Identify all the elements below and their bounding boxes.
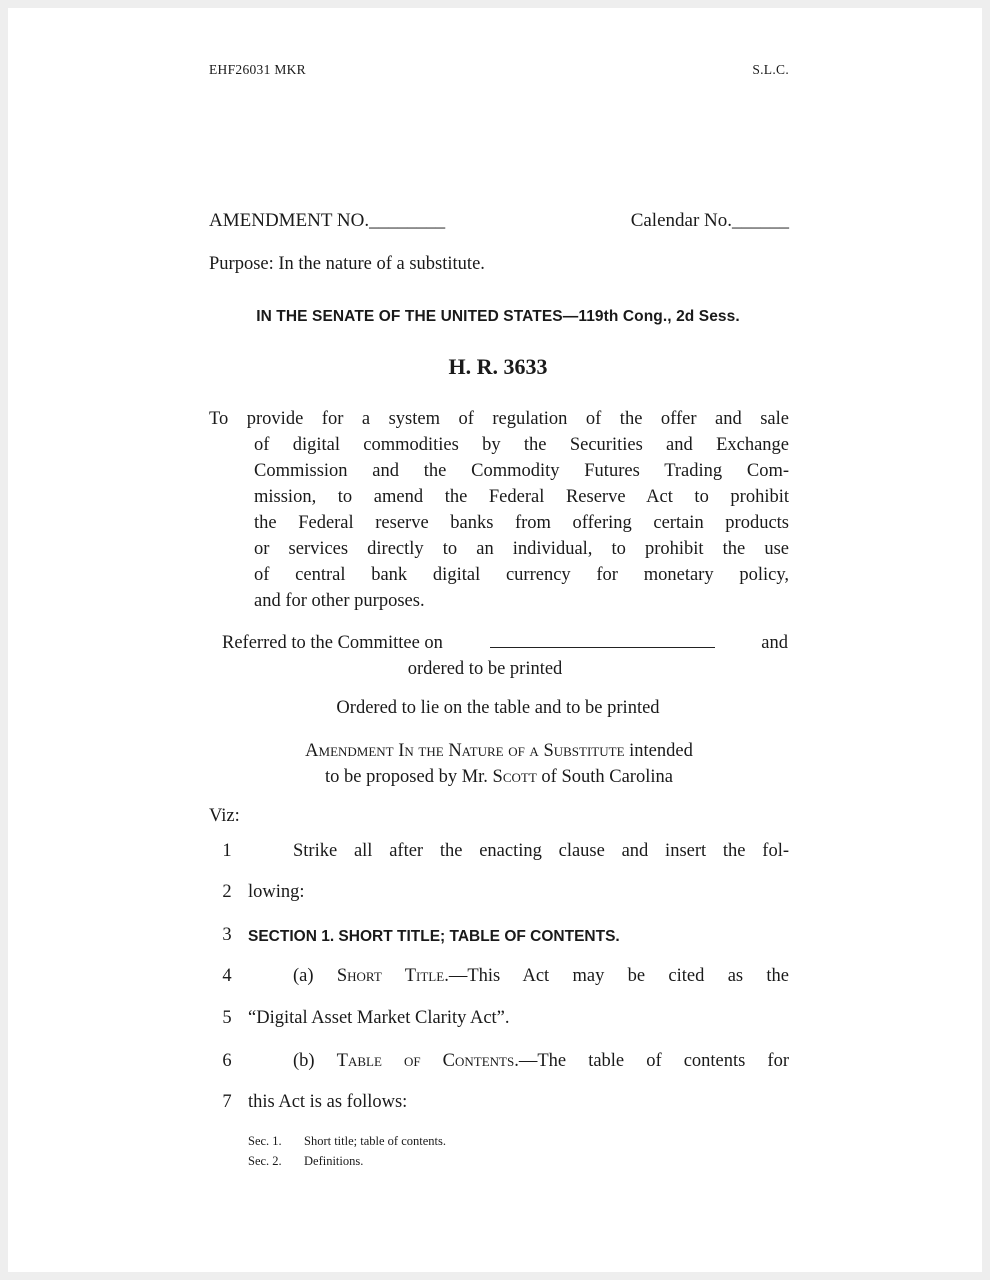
line-number: 7 — [222, 1092, 232, 1112]
line-number: 3 — [222, 925, 232, 945]
section-heading: SECTION 1. SHORT TITLE; TABLE OF CONTENTS. — [248, 928, 620, 945]
purpose-text: Purpose: In the nature of a substitute. — [209, 254, 485, 274]
toc-section-number: Sec. 2. — [248, 1154, 282, 1168]
amendment-intended: intended — [629, 741, 693, 761]
line-text — [248, 966, 789, 987]
bill-title-line: of digital commodities by the Securities and Exchange — [254, 435, 789, 455]
referral-line-2: ordered to be printed — [407, 659, 563, 679]
bill-title-line: the Federal reserve banks from offering certain products — [254, 513, 789, 533]
bill-title-line: or services directly to an individual, to prohibit the use — [254, 539, 789, 559]
amendment-number-label: AMENDMENT NO.________ — [209, 210, 446, 231]
line-text: this Act is as follows: — [248, 1092, 408, 1112]
proposer-suffix: of South Carolina — [541, 767, 673, 787]
line-number: 2 — [222, 882, 232, 902]
amendment-nature-note — [209, 738, 789, 790]
line-text — [248, 1051, 789, 1072]
bill-title — [209, 406, 789, 614]
bill-title-line: mission, to amend the Federal Reserve Act to prohibit — [254, 487, 789, 507]
toc-entry — [248, 1151, 446, 1171]
subsection-heading: Short Title — [336, 966, 445, 986]
senate-heading: IN THE SENATE OF THE UNITED STATES—119th Cong., 2d Sess. — [256, 308, 740, 325]
document-id: EHF26031 MKR — [209, 62, 306, 77]
toc-entry — [248, 1131, 446, 1151]
calendar-number-label: Calendar No.______ — [630, 210, 789, 231]
line-text: Strike all after the enacting clause and insert the fol- — [293, 841, 789, 861]
slc-code: S.L.C. — [752, 62, 789, 77]
subsection-label: (b) — [293, 1051, 315, 1071]
toc-section-number: Sec. 1. — [248, 1134, 282, 1148]
amendment-nature-title: Amendment In the Nature of a Substitute — [305, 741, 625, 761]
bill-title-line: of central bank digital currency for monetary policy, — [254, 565, 789, 585]
subsection-text: .—The table of contents for — [514, 1051, 790, 1071]
ordered-note: Ordered to lie on the table and to be printed — [336, 698, 660, 718]
line-text: lowing: — [248, 882, 305, 902]
referral-suffix: and — [761, 633, 788, 653]
document-page — [8, 8, 982, 1272]
bill-number: H. R. 3633 — [448, 354, 548, 379]
viz-label: Viz: — [209, 806, 240, 826]
referral-prefix: Referred to the Committee on — [222, 633, 443, 653]
toc-section-title: Short title; table of contents. — [304, 1134, 446, 1148]
line-text: “Digital Asset Market Clarity Act”. — [248, 1008, 510, 1028]
line-number: 1 — [222, 841, 232, 861]
line-number: 6 — [222, 1051, 232, 1071]
subsection-text: .—This Act may be cited as the — [444, 966, 790, 986]
bill-title-line: Commission and the Commodity Futures Trading Com- — [254, 461, 789, 481]
toc-section-title: Definitions. — [304, 1154, 364, 1168]
subsection-heading: Table of Contents — [336, 1051, 515, 1071]
line-number: 4 — [222, 966, 232, 986]
proposer-name: Scott — [492, 767, 537, 787]
committee-blank-line — [490, 622, 715, 648]
table-of-contents — [248, 1131, 446, 1171]
bill-title-line: To provide for a system of regulation of the offer and sale — [209, 409, 789, 429]
line-number: 5 — [222, 1008, 232, 1028]
referral-note — [222, 630, 788, 682]
subsection-label: (a) — [293, 966, 314, 986]
bill-title-line: and for other purposes. — [254, 591, 425, 611]
proposer-prefix: to be proposed by Mr. — [325, 767, 488, 787]
